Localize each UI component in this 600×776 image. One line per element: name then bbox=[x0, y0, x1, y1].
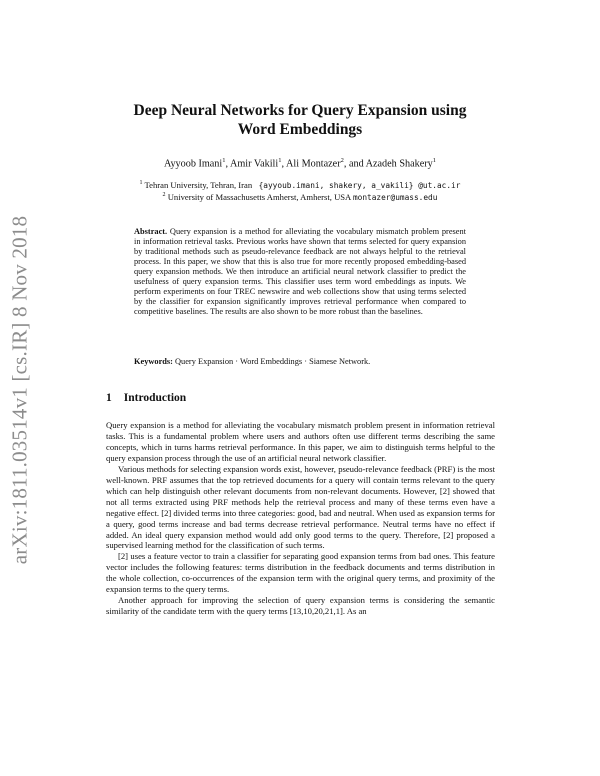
title-line-2: Word Embeddings bbox=[237, 121, 363, 138]
affiliation-mark: 2 bbox=[162, 192, 166, 199]
author-mark: 2 bbox=[340, 157, 344, 164]
paper-title bbox=[100, 101, 500, 139]
section-heading bbox=[106, 392, 186, 404]
title-line-1: Deep Neural Networks for Query Expansion using bbox=[133, 102, 467, 119]
abstract bbox=[134, 227, 466, 317]
author-name: Azadeh Shakery bbox=[365, 158, 433, 170]
affiliation-1 bbox=[100, 180, 500, 190]
affiliation-2 bbox=[100, 192, 500, 202]
body-paragraph: Query expansion is a method for alleviating the vocabulary mismatch problem present in information retrieval tasks. This is a fundamental problem where users and authors often use different terms describing the same concepts, which in turns harms retrieval performance. In this paper, we aim to distinguish terms helpful to the query expansion process through the use of an artificial neural network classifier. bbox=[106, 420, 495, 463]
author-name: Ali Montazer bbox=[286, 158, 341, 170]
abstract-label: Abstract. bbox=[134, 227, 168, 236]
section-number: 1 bbox=[106, 392, 112, 404]
author-mark: 1 bbox=[278, 157, 282, 164]
body-paragraph: Another approach for improving the selection of query expansion terms is considering the semantic similarity of the candidate term with the query terms [13,10,20,21,1]. As an bbox=[106, 595, 495, 617]
body-paragraph: [2] uses a feature vector to train a classifier for separating good expansion terms from bad ones. This feature vector includes the following features: terms distribution in the feedback documents and terms distribution in the whole collection, co-occurrences of the expansion term with the original query terms, and proximity of the expansion terms to the query terms. bbox=[106, 551, 495, 595]
author-separator: , bbox=[281, 158, 286, 170]
author-name: Amir Vakili bbox=[230, 158, 279, 170]
author-mark: 1 bbox=[432, 157, 436, 164]
affiliation-text: Tehran University, Tehran, Iran bbox=[144, 180, 253, 190]
body-paragraph: Various methods for selecting expansion words exist, however, pseudo-relevance feedback (PRF) is the most well-known. PRF assumes that the top retrieved documents for a query will contain terms relevant to the query which can help distinguish other relevant documents from non-relevant documents. However, [2] showed that not all terms extracted using PRF methods help the retrieval process and many of these terms even have a negative effect. [2] divided terms into three categories: good, bad and neutral. When used as expansion terms for a query, good terms increase and bad terms decrease retrieval performance. Neutral terms have no effect if added. An ideal query expansion method would add only good terms to the query. Therefore, [2] proposed a supervised learning method for the classification of such terms. bbox=[106, 463, 495, 551]
author-name: Ayyoob Imani bbox=[164, 158, 223, 170]
keywords-label: Keywords: bbox=[134, 357, 173, 366]
author-separator: , bbox=[225, 158, 231, 170]
affiliation-mark: 1 bbox=[139, 180, 143, 187]
keywords-text: Query Expansion · Word Embeddings · Siamese Network. bbox=[175, 357, 371, 366]
arxiv-id: arXiv:1811.03514v1 [cs.IR] 8 Nov 2018 bbox=[7, 215, 32, 565]
arxiv-sidebar-stamp bbox=[3, 210, 37, 570]
author-mark: 1 bbox=[222, 157, 226, 164]
author-separator: , and bbox=[343, 158, 366, 170]
section-title: Introduction bbox=[123, 392, 187, 404]
keywords bbox=[134, 357, 466, 366]
affiliation-email: {ayyoub.imani, shakery, a_vakili} @ut.ac.ir bbox=[258, 181, 461, 190]
author-list bbox=[100, 157, 500, 169]
abstract-text: Query expansion is a method for alleviating the vocabulary mismatch problem present in information retrieval tasks. Previous works have shown that terms selected for query expansion by traditional methods such as pseudo-relevance feedback are not always helpful to the retrieval process. In this paper, we show that this is also true for more recently proposed embedding-based query expansion methods. We then introduce an artificial neural network classifier to predict the usefulness of query expansion terms. This classifier uses term word embeddings as inputs. We perform experiments on four TREC newswire and web collections show that using terms selected by the classifier for expansion significantly improves retrieval performance when compared to competitive baselines. The results are also shown to be more robust than the baselines. bbox=[134, 227, 466, 317]
affiliation-email: montazer@umass.edu bbox=[352, 193, 438, 202]
affiliation-text: University of Massachusetts Amherst, Amherst, USA bbox=[167, 192, 351, 202]
section-body bbox=[106, 420, 495, 617]
